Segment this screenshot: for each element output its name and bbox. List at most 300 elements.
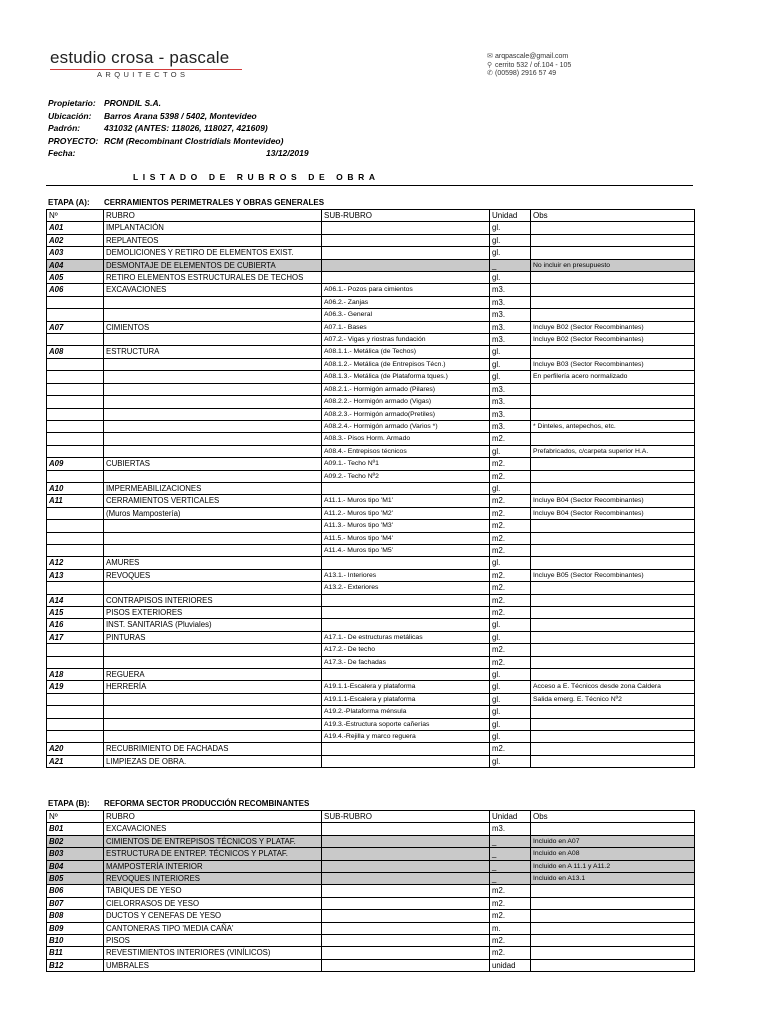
- cell-unidad: m.: [490, 922, 531, 934]
- cell-id: [47, 420, 104, 432]
- cell-id: B12: [47, 959, 104, 971]
- cell-obs: [531, 755, 695, 767]
- cell-obs: Incluido en A07: [531, 835, 695, 847]
- etapa-label: ETAPA (A):: [48, 198, 90, 207]
- table-row: [47, 296, 695, 308]
- table-row: [47, 420, 695, 432]
- cell-unidad: m2.: [490, 433, 531, 445]
- cell-unidad: m3.: [490, 408, 531, 420]
- table-row: [47, 433, 695, 445]
- cell-sub-rubro: [322, 755, 490, 767]
- cell-id: [47, 731, 104, 743]
- cell-id: [47, 433, 104, 445]
- header-obs: Obs: [531, 811, 695, 823]
- cell-sub-rubro: A08.2.2.- Hormigón armado (Vigas): [322, 396, 490, 408]
- cell-rubro: ESTRUCTURA DE ENTREP. TÉCNICOS Y PLATAF.: [104, 848, 322, 860]
- phone-icon: ✆: [487, 70, 493, 77]
- cell-id: A15: [47, 607, 104, 619]
- etapa-title: CERRAMIENTOS PERIMETRALES Y OBRAS GENERALES: [104, 198, 325, 207]
- cell-rubro: CANTONERAS TIPO 'MEDIA CAÑA': [104, 922, 322, 934]
- table-row: [47, 594, 695, 606]
- cell-id: [47, 644, 104, 656]
- cell-rubro: [104, 532, 322, 544]
- table-header-row: [47, 811, 695, 823]
- cell-id: B11: [47, 947, 104, 959]
- cell-rubro: REVOQUES INTERIORES: [104, 873, 322, 885]
- cell-sub-rubro: [322, 607, 490, 619]
- cell-unidad: m2.: [490, 656, 531, 668]
- cell-unidad: m3.: [490, 334, 531, 346]
- cell-sub-rubro: A09.2.- Techo Nº2: [322, 470, 490, 482]
- cell-unidad: m2.: [490, 532, 531, 544]
- cell-obs: [531, 669, 695, 681]
- cell-rubro: (Muros Mampostería): [104, 507, 322, 519]
- cell-unidad: gl.: [490, 693, 531, 705]
- cell-sub-rubro: [322, 935, 490, 947]
- table-row: [47, 731, 695, 743]
- cell-sub-rubro: A06.2.- Zanjas: [322, 296, 490, 308]
- cell-obs: [531, 619, 695, 631]
- cell-sub-rubro: A11.1.- Muros tipo 'M1': [322, 495, 490, 507]
- cell-obs: [531, 594, 695, 606]
- cell-obs: [531, 383, 695, 395]
- cell-sub-rubro: [322, 835, 490, 847]
- info-value: 431032 (ANTES: 118026, 118027, 421609): [104, 123, 268, 133]
- info-value: Barros Arana 5398 / 5402, Montevideo: [104, 110, 257, 121]
- header-nro: Nº: [47, 210, 104, 222]
- contact-phone: (00598) 2916 57 49: [495, 70, 557, 77]
- cell-unidad: m2.: [490, 458, 531, 470]
- cell-id: A06: [47, 284, 104, 296]
- cell-obs: En perfilería acero normalizado: [531, 371, 695, 383]
- cell-rubro: [104, 693, 322, 705]
- table-row: [47, 321, 695, 333]
- table-row: [47, 718, 695, 730]
- cell-id: [47, 507, 104, 519]
- table-row: [47, 408, 695, 420]
- cell-id: [47, 706, 104, 718]
- cell-obs: [531, 520, 695, 532]
- cell-unidad: m3.: [490, 284, 531, 296]
- cell-obs: [531, 557, 695, 569]
- header-unidad: Unidad: [490, 811, 531, 823]
- cell-obs: [531, 631, 695, 643]
- table-row: [47, 284, 695, 296]
- cell-sub-rubro: [322, 860, 490, 872]
- cell-sub-rubro: A08.2.1.- Hormigón armado (Pilares): [322, 383, 490, 395]
- info-label: Padrón:: [48, 123, 81, 133]
- table-row: [47, 247, 695, 259]
- cell-rubro: [104, 644, 322, 656]
- cell-id: [47, 396, 104, 408]
- cell-rubro: INST. SANITARIAS (Pluviales): [104, 619, 322, 631]
- cell-obs: [531, 247, 695, 259]
- table-row: [47, 706, 695, 718]
- cell-unidad: m3.: [490, 823, 531, 835]
- cell-rubro: [104, 383, 322, 395]
- cell-sub-rubro: A19.4.-Rejilla y marco reguera: [322, 731, 490, 743]
- table-row: [47, 507, 695, 519]
- cell-id: A07: [47, 321, 104, 333]
- cell-unidad: _: [490, 259, 531, 271]
- cell-obs: [531, 234, 695, 246]
- cell-sub-rubro: A06.3.- General: [322, 309, 490, 321]
- cell-id: A01: [47, 222, 104, 234]
- cell-rubro: [104, 408, 322, 420]
- table-row: [47, 234, 695, 246]
- etapa-b-heading: [48, 799, 310, 808]
- cell-rubro: [104, 371, 322, 383]
- cell-obs: [531, 656, 695, 668]
- cell-rubro: [104, 433, 322, 445]
- table-row: [47, 693, 695, 705]
- cell-unidad: m2.: [490, 947, 531, 959]
- table-row: [47, 631, 695, 643]
- cell-id: [47, 656, 104, 668]
- cell-obs: * Dinteles, antepechos, etc.: [531, 420, 695, 432]
- contact-address: cerrito 532 / of.104 - 105: [495, 61, 572, 69]
- cell-id: [47, 470, 104, 482]
- cell-rubro: CIMIENTOS: [104, 321, 322, 333]
- table-row: [47, 910, 695, 922]
- cell-obs: [531, 823, 695, 835]
- header-unidad: Unidad: [490, 210, 531, 222]
- cell-id: A18: [47, 669, 104, 681]
- cell-rubro: CIMIENTOS DE ENTREPISOS TÉCNICOS Y PLATAF.: [104, 835, 322, 847]
- cell-id: B09: [47, 922, 104, 934]
- cell-obs: Prefabricados, c/carpeta superior H.A.: [531, 445, 695, 457]
- cell-rubro: [104, 520, 322, 532]
- table-row: [47, 445, 695, 457]
- cell-id: A14: [47, 594, 104, 606]
- cell-rubro: [104, 309, 322, 321]
- table-row: [47, 371, 695, 383]
- cell-sub-rubro: A19.2.-Plataforma ménsula: [322, 706, 490, 718]
- cell-sub-rubro: [322, 897, 490, 909]
- cell-id: A08: [47, 346, 104, 358]
- cell-id: B03: [47, 848, 104, 860]
- cell-sub-rubro: A17.1.- De estructuras metálicas: [322, 631, 490, 643]
- table-row: [47, 569, 695, 581]
- cell-obs: [531, 272, 695, 284]
- cell-id: A02: [47, 234, 104, 246]
- table-row: [47, 544, 695, 556]
- cell-obs: [531, 706, 695, 718]
- table-row: [47, 848, 695, 860]
- location-pin-icon: ⚲: [487, 61, 493, 69]
- cell-obs: Incluido en A08: [531, 848, 695, 860]
- cell-obs: Incluye B03 (Sector Recombinantes): [531, 358, 695, 370]
- cell-sub-rubro: A19.3.-Estructura soporte cañerías: [322, 718, 490, 730]
- cell-sub-rubro: A07.1.- Bases: [322, 321, 490, 333]
- cell-sub-rubro: A08.4.- Entrepisos técnicos: [322, 445, 490, 457]
- cell-obs: [531, 922, 695, 934]
- cell-id: [47, 296, 104, 308]
- cell-sub-rubro: [322, 848, 490, 860]
- header-sub-rubro: SUB-RUBRO: [322, 811, 490, 823]
- cell-id: [47, 358, 104, 370]
- cell-sub-rubro: A19.1.1-Escalera y plataforma: [322, 693, 490, 705]
- cell-unidad: m3.: [490, 296, 531, 308]
- table-row: [47, 458, 695, 470]
- table-row: [47, 619, 695, 631]
- table-row: [47, 495, 695, 507]
- cell-unidad: m3.: [490, 420, 531, 432]
- table-row: [47, 520, 695, 532]
- cell-id: A10: [47, 482, 104, 494]
- cell-obs: Incluye B05 (Sector Recombinantes): [531, 569, 695, 581]
- table-row: [47, 470, 695, 482]
- table-row: [47, 482, 695, 494]
- cell-sub-rubro: A09.1.- Techo Nº1: [322, 458, 490, 470]
- cell-sub-rubro: [322, 619, 490, 631]
- table-row: [47, 396, 695, 408]
- cell-id: B10: [47, 935, 104, 947]
- cell-sub-rubro: [322, 959, 490, 971]
- contact-email-row: [487, 53, 571, 62]
- cell-obs: Incluido en A13.1: [531, 873, 695, 885]
- cell-rubro: REVOQUES: [104, 569, 322, 581]
- cell-unidad: m2.: [490, 935, 531, 947]
- cell-obs: [531, 718, 695, 730]
- cell-obs: [531, 935, 695, 947]
- cell-unidad: m3.: [490, 321, 531, 333]
- cell-sub-rubro: [322, 910, 490, 922]
- cell-obs: Incluye B02 (Sector Recombinantes): [531, 334, 695, 346]
- cell-id: A21: [47, 755, 104, 767]
- table-row: [47, 272, 695, 284]
- cell-unidad: gl.: [490, 445, 531, 457]
- cell-obs: [531, 885, 695, 897]
- cell-rubro: CIELORRASOS DE YESO: [104, 897, 322, 909]
- cell-rubro: [104, 396, 322, 408]
- cell-sub-rubro: [322, 947, 490, 959]
- cell-sub-rubro: [322, 669, 490, 681]
- cell-unidad: m2.: [490, 470, 531, 482]
- cell-unidad: _: [490, 873, 531, 885]
- studio-subtitle: ARQUITECTOS: [97, 70, 189, 79]
- cell-obs: [531, 959, 695, 971]
- cell-id: A19: [47, 681, 104, 693]
- cell-rubro: PISOS: [104, 935, 322, 947]
- cell-unidad: m3.: [490, 383, 531, 395]
- cell-sub-rubro: [322, 823, 490, 835]
- table-row: [47, 743, 695, 755]
- cell-unidad: gl.: [490, 706, 531, 718]
- cell-id: [47, 408, 104, 420]
- cell-obs: [531, 346, 695, 358]
- cell-unidad: gl.: [490, 557, 531, 569]
- cell-id: B01: [47, 823, 104, 835]
- cell-unidad: m2.: [490, 582, 531, 594]
- cell-sub-rubro: [322, 482, 490, 494]
- cell-unidad: gl.: [490, 482, 531, 494]
- cell-rubro: CERRAMIENTOS VERTICALES: [104, 495, 322, 507]
- cell-rubro: DEMOLICIONES Y RETIRO DE ELEMENTOS EXIST.: [104, 247, 322, 259]
- cell-rubro: [104, 544, 322, 556]
- table-row: [47, 532, 695, 544]
- table-row: [47, 885, 695, 897]
- cell-id: [47, 520, 104, 532]
- cell-id: [47, 693, 104, 705]
- table-row: [47, 922, 695, 934]
- cell-rubro: [104, 358, 322, 370]
- cell-sub-rubro: [322, 259, 490, 271]
- cell-rubro: CUBIERTAS: [104, 458, 322, 470]
- cell-sub-rubro: A17.3.- De fachadas: [322, 656, 490, 668]
- table-row: [47, 582, 695, 594]
- cell-obs: [531, 910, 695, 922]
- cell-sub-rubro: [322, 594, 490, 606]
- cell-rubro: PISOS EXTERIORES: [104, 607, 322, 619]
- cell-obs: [531, 284, 695, 296]
- cell-rubro: RETIRO ELEMENTOS ESTRUCTURALES DE TECHOS: [104, 272, 322, 284]
- table-header-row: [47, 210, 695, 222]
- cell-id: [47, 544, 104, 556]
- cell-unidad: m2.: [490, 495, 531, 507]
- document-title: LISTADO DE RUBROS DE OBRA: [133, 172, 380, 182]
- cell-obs: Incluye B04 (Sector Recombinantes): [531, 495, 695, 507]
- table-row: [47, 222, 695, 234]
- cell-rubro: [104, 656, 322, 668]
- cell-sub-rubro: [322, 922, 490, 934]
- cell-rubro: [104, 718, 322, 730]
- cell-unidad: gl.: [490, 619, 531, 631]
- cell-obs: Incluido en A 11.1 y A11.2: [531, 860, 695, 872]
- cell-unidad: m2.: [490, 520, 531, 532]
- cell-obs: [531, 408, 695, 420]
- cell-sub-rubro: A11.5.- Muros tipo 'M4': [322, 532, 490, 544]
- cell-unidad: gl.: [490, 346, 531, 358]
- table-row: [47, 755, 695, 767]
- cell-id: [47, 532, 104, 544]
- cell-id: A17: [47, 631, 104, 643]
- cell-id: [47, 718, 104, 730]
- cell-unidad: m2.: [490, 569, 531, 581]
- cell-id: A04: [47, 259, 104, 271]
- table-row: [47, 383, 695, 395]
- cell-obs: Incluye B02 (Sector Recombinantes): [531, 321, 695, 333]
- cell-rubro: DUCTOS Y CENEFAS DE YESO: [104, 910, 322, 922]
- cell-unidad: m2.: [490, 607, 531, 619]
- cell-unidad: gl.: [490, 234, 531, 246]
- cell-id: A20: [47, 743, 104, 755]
- cell-sub-rubro: A08.3.- Pisos Horm. Armado: [322, 433, 490, 445]
- cell-obs: No incluir en presupuesto: [531, 259, 695, 271]
- table-row: [47, 557, 695, 569]
- cell-unidad: m2.: [490, 885, 531, 897]
- info-label: Propietario:: [48, 98, 96, 108]
- cell-unidad: m2.: [490, 910, 531, 922]
- cell-rubro: PINTURAS: [104, 631, 322, 643]
- envelope-icon: ✉: [487, 53, 493, 60]
- info-label: Ubicación:: [48, 110, 92, 121]
- cell-unidad: m2.: [490, 594, 531, 606]
- cell-rubro: [104, 296, 322, 308]
- etapa-title: REFORMA SECTOR PRODUCCIÓN RECOMBINANTES: [104, 799, 310, 808]
- cell-obs: Acceso a E. Técnicos desde zona Caldera: [531, 681, 695, 693]
- cell-rubro: DESMONTAJE DE ELEMENTOS DE CUBIERTA: [104, 259, 322, 271]
- cell-obs: [531, 532, 695, 544]
- cell-sub-rubro: A13.2.- Exteriores: [322, 582, 490, 594]
- cell-obs: [531, 644, 695, 656]
- cell-obs: [531, 222, 695, 234]
- cell-unidad: gl.: [490, 371, 531, 383]
- cell-sub-rubro: [322, 873, 490, 885]
- table-row: [47, 669, 695, 681]
- cell-unidad: gl.: [490, 631, 531, 643]
- header-obs: Obs: [531, 210, 695, 222]
- cell-sub-rubro: A07.2.- Vigas y riostras fundación: [322, 334, 490, 346]
- info-date: 13/12/2019: [266, 148, 309, 158]
- info-value: PRONDIL S.A.: [104, 98, 161, 108]
- cell-obs: [531, 433, 695, 445]
- cell-id: B07: [47, 897, 104, 909]
- cell-unidad: m2.: [490, 644, 531, 656]
- header-nro: Nº: [47, 811, 104, 823]
- contact-email: arqpascale@gmail.com: [495, 53, 569, 60]
- cell-id: [47, 309, 104, 321]
- cell-rubro: REVESTIMIENTOS INTERIORES (VINÍLICOS): [104, 947, 322, 959]
- cell-unidad: gl.: [490, 681, 531, 693]
- cell-unidad: gl.: [490, 222, 531, 234]
- cell-sub-rubro: [322, 272, 490, 284]
- cell-rubro: HERRERÍA: [104, 681, 322, 693]
- cell-unidad: m2.: [490, 507, 531, 519]
- cell-unidad: gl.: [490, 247, 531, 259]
- cell-obs: [531, 607, 695, 619]
- contact-phone-row: [487, 70, 571, 79]
- cell-unidad: m2.: [490, 897, 531, 909]
- cell-id: A12: [47, 557, 104, 569]
- cell-rubro: AMURES: [104, 557, 322, 569]
- cell-id: B04: [47, 860, 104, 872]
- cell-id: A03: [47, 247, 104, 259]
- cell-id: A16: [47, 619, 104, 631]
- cell-obs: [531, 470, 695, 482]
- cell-rubro: EXCAVACIONES: [104, 823, 322, 835]
- cell-id: [47, 383, 104, 395]
- cell-rubro: MAMPOSTERÍA INTERIOR: [104, 860, 322, 872]
- cell-sub-rubro: [322, 743, 490, 755]
- header-rubro: RUBRO: [104, 811, 322, 823]
- cell-sub-rubro: A08.2.4.- Hormigón armado (Varios *): [322, 420, 490, 432]
- cell-id: [47, 334, 104, 346]
- title-divider: [46, 185, 693, 186]
- cell-unidad: gl.: [490, 731, 531, 743]
- table-row: [47, 959, 695, 971]
- cell-sub-rubro: [322, 247, 490, 259]
- cell-sub-rubro: A11.4.- Muros tipo 'M5': [322, 544, 490, 556]
- cell-obs: [531, 731, 695, 743]
- cell-obs: Salida emerg. E. Técnico Nº2: [531, 693, 695, 705]
- info-label: Fecha:: [48, 148, 76, 158]
- cell-sub-rubro: [322, 885, 490, 897]
- table-row: [47, 897, 695, 909]
- table-row: [47, 259, 695, 271]
- etapa-a-heading: [48, 198, 325, 207]
- cell-id: B05: [47, 873, 104, 885]
- cell-rubro: UMBRALES: [104, 959, 322, 971]
- cell-sub-rubro: A11.2.- Muros tipo 'M2': [322, 507, 490, 519]
- cell-sub-rubro: A17.2.- De techo: [322, 644, 490, 656]
- cell-id: A11: [47, 495, 104, 507]
- cell-rubro: TABIQUES DE YESO: [104, 885, 322, 897]
- cell-rubro: ESTRUCTURA: [104, 346, 322, 358]
- cell-rubro: IMPERMEABILIZACIONES: [104, 482, 322, 494]
- cell-sub-rubro: A08.2.3.- Hormigón armado(Pretiles): [322, 408, 490, 420]
- cell-unidad: _: [490, 835, 531, 847]
